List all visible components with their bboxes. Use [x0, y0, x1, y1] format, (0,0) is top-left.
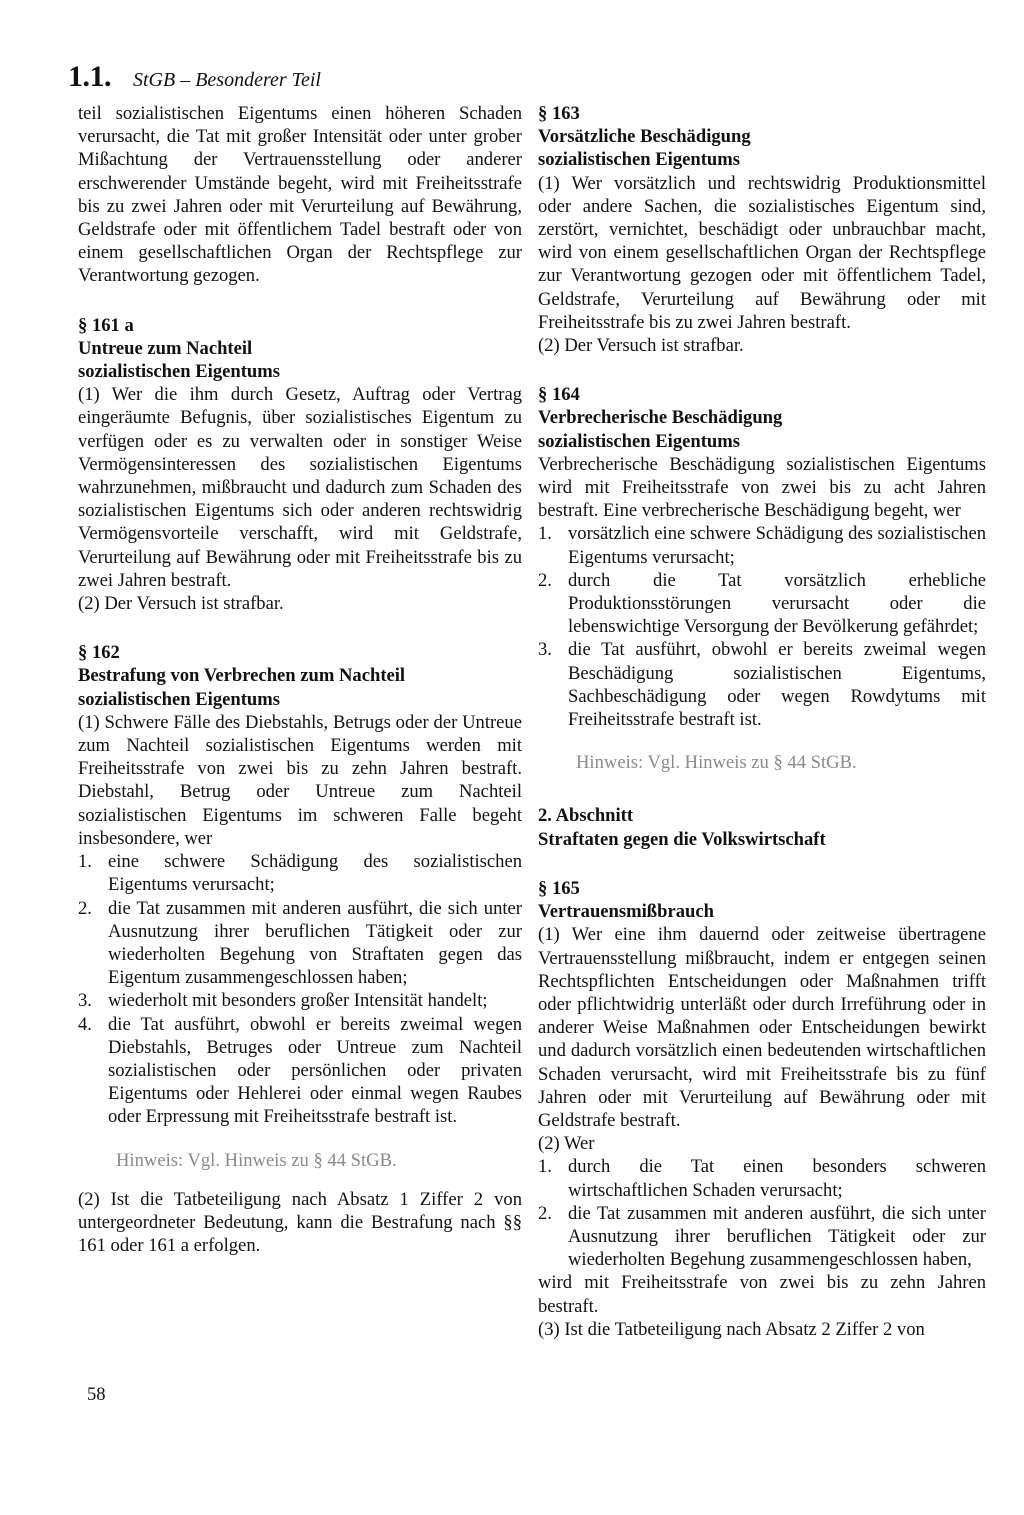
subsection-text: (3) Ist die Tatbeteiligung nach Absatz 2 Ziffer 2 von	[538, 1318, 925, 1340]
list-item: 2. durch die Tat vorsätzlich erhebliche Produktionsstörungen verursacht oder die lebenswichtige Versorgung der Bevölkerung gefährdet;	[538, 569, 986, 638]
subsection-text: (1) Schwere Fälle des Diebstahls, Betrugs oder der Untreue zum Nachteil sozialistischen Eigentums werden mit Freiheitsstrafe von zwei bis zu zehn Jahren bestraft. Diebstahl, Betrug oder Untreue zum Nachteil sozialistischen Eigentums im schweren Falle begeht insbesondere, wer	[78, 711, 522, 849]
list-item: 2. die Tat zusammen mit anderen ausführt, die sich unter Ausnutzung ihrer beruflichen Tätigkeit oder zur wiederholten Begehung zusammengeschlossen haben,	[538, 1202, 986, 1271]
paragraph-title: Verbrecherische Beschädigung	[538, 407, 783, 429]
list-item: 3. wiederholt mit besonders großer Intensität handelt;	[78, 990, 488, 1012]
numbered-list	[78, 850, 522, 1128]
numbered-list	[538, 1155, 986, 1271]
page-header	[68, 60, 321, 94]
subsection-text: (1) Wer die ihm durch Gesetz, Auftrag oder Vertrag eingeräumte Befugnis, über sozialistisches Eigentum zu verfügen oder es zu verwalten oder in sonstiger Weise Vermögensinteressen des sozialistischen Eigentums wahrzunehmen, mißbraucht und dadurch zum Schaden des sozialistischen Eigentums sich oder anderen rechtswidrig Vermögensvorteile verschafft, wird mit Geldstrafe, Verurteilung auf Bewährung oder mit Freiheitsstrafe bis zu zwei Jahren bestraft.	[78, 384, 522, 591]
subsection-text: (2) Der Versuch ist strafbar.	[78, 593, 284, 615]
left-column	[78, 102, 522, 1257]
reference-note: Hinweis: Vgl. Hinweis zu § 44 StGB.	[116, 1149, 397, 1171]
part-title: Straftaten gegen die Volkswirtschaft	[538, 828, 826, 850]
paragraph-title: sozialistischen Eigentums	[538, 149, 740, 171]
subsection-text: (1) Wer vorsätzlich und rechtswidrig Produktionsmittel oder andere Sachen, die sozialistisches Eigentum sind, zerstört, vernichtet, beschädigt oder unbrauchbar macht, wird von einem gesellschaftlichen Organ der Rechtspflege zur Verantwortung gezogen oder mit öffentlichem Tadel, Geldstrafe, Verurteilung auf Bewährung oder mit Freiheitsstrafe bis zu zwei Jahren bestraft.	[538, 172, 986, 333]
paragraph-title: Vorsätzliche Beschädigung	[538, 126, 751, 148]
subsection-text: (2) Wer	[538, 1133, 595, 1155]
paragraph-number-161a: § 161 a	[78, 314, 134, 336]
running-title: StGB – Besonderer Teil	[133, 69, 321, 91]
right-column	[538, 102, 986, 1341]
subsection-text: (2) Der Versuch ist strafbar.	[538, 335, 744, 357]
part-label: 2. Abschnitt	[538, 805, 634, 827]
paragraph-title: sozialistischen Eigentums	[78, 361, 280, 383]
numbered-list	[538, 522, 986, 731]
paragraph-number-164: § 164	[538, 384, 580, 406]
continued-text: teil sozialistischen Eigentums einen höheren Schaden verursacht, die Tat mit großer Intensität oder unter grober Mißachtung der Vertrauensstellung oder anderer erschwerender Umstände begeht, wird mit Freiheitsstrafe bis zu zwei Jahren oder mit Verurteilung auf Bewährung, Geldstrafe oder mit öffentlichem Tadel bestraft oder von einem gesellschaftlichen Organ der Rechtspflege zur Verantwortung gezogen.	[78, 103, 522, 287]
subsection-text: (2) Ist die Tatbeteiligung nach Absatz 1 Ziffer 2 von untergeordneter Bedeutung, kann die Bestrafung nach §§ 161 oder 161 a erfolgen.	[78, 1188, 522, 1257]
paragraph-number-162: § 162	[78, 642, 120, 664]
list-item: 3. die Tat ausführt, obwohl er bereits zweimal wegen Beschädigung sozialistischen Eigentums, Sachbeschädigung oder wegen Rowdytums mit Freiheitsstrafe bestraft ist.	[538, 639, 986, 731]
paragraph-title: Bestrafung von Verbrechen zum Nachteil	[78, 665, 406, 687]
section-number: 1.1.	[68, 60, 111, 93]
paragraph-title: Vertrauensmißbrauch	[538, 901, 714, 923]
list-item: 1. vorsätzlich eine schwere Schädigung des sozialistischen Eigentums verursacht;	[538, 523, 986, 568]
paragraph-title: sozialistischen Eigentums	[78, 688, 280, 710]
list-item: 4. die Tat ausführt, obwohl er bereits zweimal wegen Diebstahls, Betruges oder Untreue zum Nachteil sozialistischen oder persönlichen oder privaten Eigentums oder Hehlerei oder einmal wegen Raubes oder Erpressung mit Freiheitsstrafe bestraft ist.	[78, 1013, 522, 1128]
subsection-text: wird mit Freiheitsstrafe von zwei bis zu zehn Jahren bestraft.	[538, 1272, 986, 1317]
list-item: 2. die Tat zusammen mit anderen ausführt, die sich unter Ausnutzung ihrer beruflichen Tätigkeit oder zur wiederholten Begehung von Straftaten gegen das Eigentum zusammengeschlossen haben;	[78, 897, 522, 989]
paragraph-title: Untreue zum Nachteil	[78, 337, 253, 359]
reference-note: Hinweis: Vgl. Hinweis zu § 44 StGB.	[576, 752, 857, 774]
subsection-text: (1) Wer eine ihm dauernd oder zeitweise übertragene Vertrauensstellung mißbraucht, indem er entgegen seinen Rechtspflichten Entscheidungen oder Maßnahmen trifft oder pflichtwidrig unterläßt oder durch Irreführung oder in anderer Weise Maßnahmen oder Entscheidungen bewirkt und dadurch vorsätzlich einen bedeutenden wirtschaftlichen Schaden verursacht, wird mit Freiheitsstrafe bis zu fünf Jahren oder mit Verurteilung auf Bewährung oder mit Geldstrafe bestraft.	[538, 924, 986, 1131]
paragraph-number-163: § 163	[538, 103, 580, 124]
paragraph-intro: Verbrecherische Beschädigung sozialistischen Eigentums wird mit Freiheitsstrafe von zwei bis zu acht Jahren bestraft. Eine verbrecherische Beschädigung begeht, wer	[538, 453, 986, 522]
page-number: 58	[87, 1384, 106, 1405]
paragraph-number-165: § 165	[538, 877, 580, 899]
list-item: 1. durch die Tat einen besonders schweren wirtschaftlichen Schaden verursacht;	[538, 1156, 986, 1201]
paragraph-title: sozialistischen Eigentums	[538, 430, 740, 452]
list-item: 1. eine schwere Schädigung des sozialistischen Eigentums verursacht;	[78, 851, 522, 896]
